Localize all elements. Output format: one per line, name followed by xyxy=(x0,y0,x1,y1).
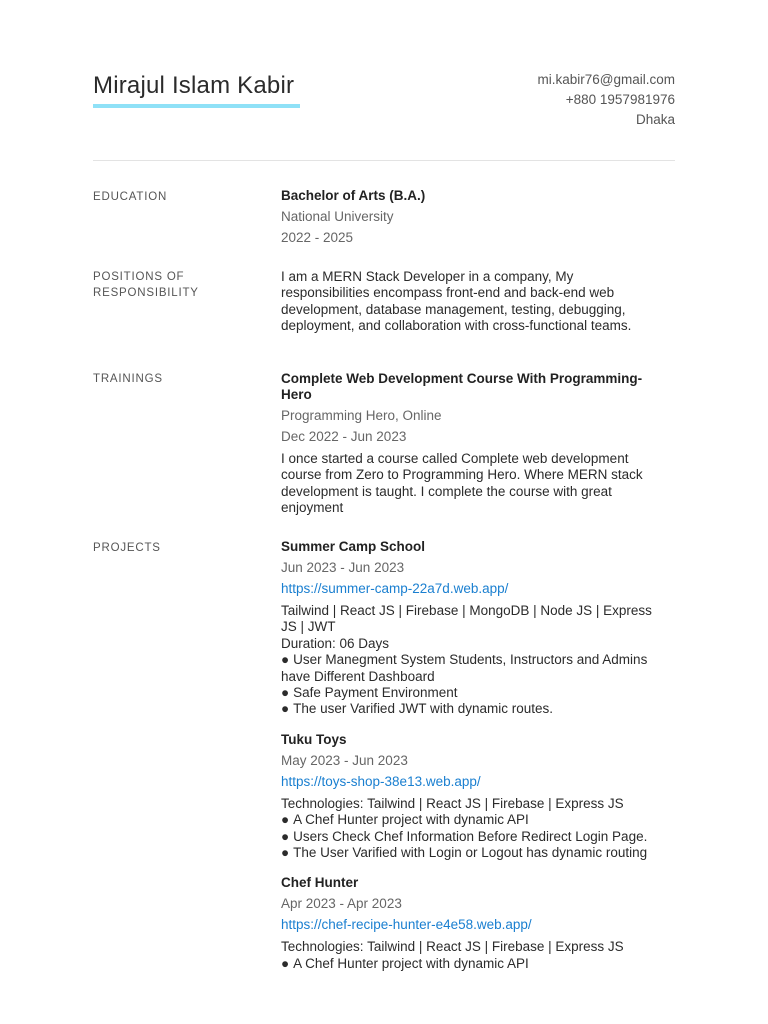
project-tuku-toys xyxy=(281,732,675,862)
project-period: May 2023 - Jun 2023 xyxy=(281,752,408,768)
project-period: Apr 2023 - Apr 2023 xyxy=(281,896,402,912)
name-underline xyxy=(93,104,300,108)
training-title-line: Hero xyxy=(281,387,312,402)
resume-header xyxy=(93,0,675,161)
project-link[interactable]: https://summer-camp-22a7d.web.app/ xyxy=(281,581,509,596)
project-chef-hunter xyxy=(281,875,675,972)
location-text: Dhaka xyxy=(635,112,675,127)
project-title: Tuku Toys xyxy=(281,731,347,747)
education-body xyxy=(281,188,675,246)
bullet-text: The user Varified JWT with dynamic routes. xyxy=(293,701,553,717)
project-period: Jun 2023 - Jun 2023 xyxy=(281,560,405,575)
training-line: development is taught. I complete the course with great xyxy=(281,483,612,499)
education-period: 2022 - 2025 xyxy=(281,230,354,245)
phone-text: +880 1957981976 xyxy=(565,92,675,107)
project-bullet xyxy=(281,701,675,717)
project-bullet xyxy=(281,845,675,861)
education-institution: National University xyxy=(281,209,394,224)
project-bullet xyxy=(281,829,675,845)
project-details xyxy=(281,939,675,972)
bullet-text: Users Check Chef Information Before Redirect Login Page. xyxy=(293,828,648,844)
project-tech: JS | JWT xyxy=(281,619,336,635)
bullet-text: The User Varified with Login or Logout has dynamic routing xyxy=(293,845,648,861)
project-details xyxy=(281,796,675,862)
projects-body xyxy=(281,539,675,986)
positions-label xyxy=(93,269,263,301)
projects-label: PROJECTS xyxy=(93,542,161,554)
project-bullet xyxy=(281,685,675,701)
trainings-label: TRAININGS xyxy=(93,373,163,385)
project-link[interactable]: https://chef-recipe-hunter-e4e58.web.app/ xyxy=(281,917,532,933)
resume-page xyxy=(93,0,675,971)
training-line: enjoyment xyxy=(281,500,344,516)
project-summer-camp xyxy=(281,539,675,718)
positions-label-line2: RESPONSIBILITY xyxy=(93,287,199,299)
project-link[interactable]: https://toys-shop-38e13.web.app/ xyxy=(281,773,481,789)
training-line: course from Zero to Programming Hero. Where MERN stack xyxy=(281,467,643,483)
project-tech: Tailwind | React JS | Firebase | MongoDB | Node JS | Express xyxy=(281,603,652,618)
positions-line: I am a MERN Stack Developer in a company, My xyxy=(281,269,574,284)
education-degree: Bachelor of Arts (B.A.) xyxy=(281,188,426,203)
project-details xyxy=(281,603,675,718)
contact-block xyxy=(538,70,676,130)
training-line: I once started a course called Complete web development xyxy=(281,451,629,466)
project-bullet xyxy=(281,652,675,668)
bullet-text: User Manegment System Students, Instructors and Admins xyxy=(293,652,648,668)
project-title: Summer Camp School xyxy=(281,539,426,554)
project-bullet xyxy=(281,956,675,972)
project-title: Chef Hunter xyxy=(281,875,359,891)
bullet-text: Safe Payment Environment xyxy=(293,685,458,701)
positions-line: development, database management, testing, debugging, xyxy=(281,301,626,317)
positions-label-line1: POSITIONS OF xyxy=(93,271,185,283)
project-bullet xyxy=(281,812,675,828)
project-bullet-continuation: have Different Dashboard xyxy=(281,668,435,684)
project-tech: Technologies: Tailwind | React JS | Firebase | Express JS xyxy=(281,795,624,811)
candidate-name: Mirajul Islam Kabir xyxy=(93,72,295,99)
trainings-body xyxy=(281,371,675,517)
bullet-text: A Chef Hunter project with dynamic API xyxy=(293,955,529,971)
positions-description xyxy=(281,269,675,335)
positions-line: responsibilities encompass front-end and back-end web xyxy=(281,285,615,301)
bullet-text: A Chef Hunter project with dynamic API xyxy=(293,812,529,828)
training-title xyxy=(281,371,675,403)
project-tech: Technologies: Tailwind | React JS | Firebase | Express JS xyxy=(281,939,624,955)
email-text: mi.kabir76@gmail.com xyxy=(537,72,675,87)
positions-line: deployment, and collaboration with cross-functional teams. xyxy=(281,318,632,334)
training-title-line: Complete Web Development Course With Programming- xyxy=(281,371,643,386)
training-provider: Programming Hero, Online xyxy=(281,408,442,423)
education-label: EDUCATION xyxy=(93,191,168,203)
positions-body xyxy=(281,269,675,335)
training-period: Dec 2022 - Jun 2023 xyxy=(281,429,407,444)
project-duration: Duration: 06 Days xyxy=(281,635,390,651)
training-description xyxy=(281,451,675,517)
